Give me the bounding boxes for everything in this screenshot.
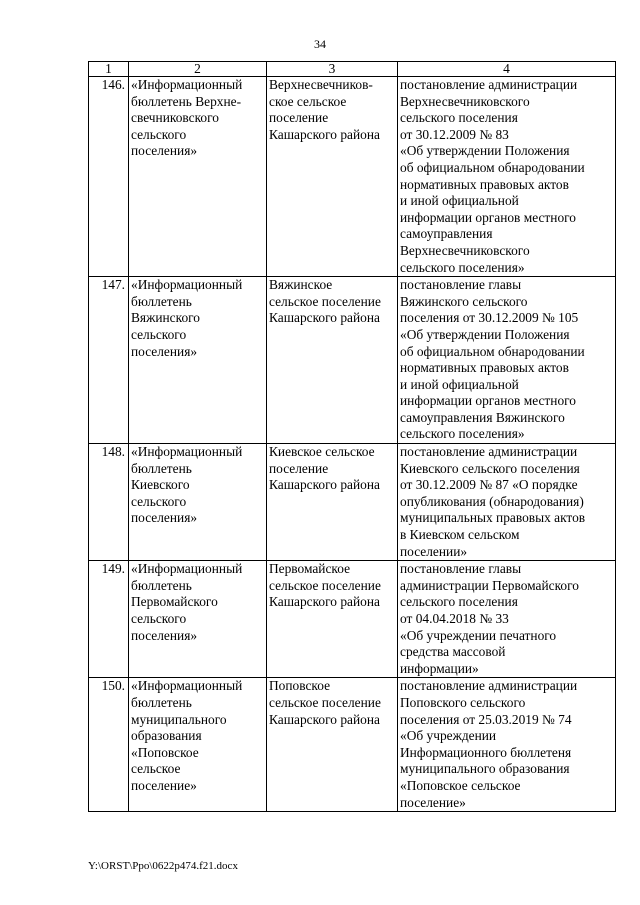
cell-text-line: самоуправления (400, 226, 493, 242)
row-number-cell: 149. (89, 561, 129, 678)
cell-text-line: Кашарского района (269, 310, 380, 326)
cell-text-line: бюллетень (131, 694, 192, 710)
table-row (89, 678, 616, 812)
cell-text-line: поселения» (131, 510, 198, 526)
cell-text-line: об официальном обнародовании (400, 343, 585, 359)
cell-text-line: поселении» (400, 543, 468, 559)
cell-text-line: поселения» (131, 343, 198, 359)
cell-text-line: опубликования (обнародования) (400, 493, 584, 509)
page-number: 34 (314, 37, 326, 51)
publication-name-cell (129, 77, 267, 277)
cell-text-line: сельского (131, 126, 187, 142)
cell-text-line: Верхнесвечников- (269, 77, 373, 92)
header-cell-3: 3 (267, 62, 398, 77)
header-cell-4: 4 (398, 62, 616, 77)
cell-text-line: «Об утверждении Положения (400, 326, 570, 342)
cell-text-line: свечниковского (131, 110, 219, 126)
cell-text-line: поселение» (400, 794, 466, 810)
cell-text-line: Поповское (269, 678, 331, 694)
cell-text-line: Киевское сельское (269, 444, 375, 460)
cell-text-line: Вяжинского (131, 310, 200, 326)
cell-text-line: муниципального образования (400, 761, 570, 777)
cell-text-line: Первомайского (131, 594, 218, 610)
cell-text-line: постановление администрации (400, 77, 578, 92)
cell-text-line: сельское поселение (269, 694, 381, 710)
cell-text-line: «Об учреждении (400, 728, 497, 744)
cell-text-line: Верхнесвечниковского (400, 93, 530, 109)
cell-text-line: постановление администрации (400, 678, 578, 694)
cell-text-line: поселения от 30.12.2009 № 105 (400, 310, 579, 326)
cell-text-line: Вяжинского сельского (400, 293, 528, 309)
cell-text-line: в Киевском сельском (400, 527, 520, 543)
cell-text-line: сельское поселение (269, 577, 381, 593)
cell-text-line: постановление главы (400, 561, 522, 577)
cell-text-line: бюллетень (131, 460, 192, 476)
cell-text-line: Информационного бюллетеня (400, 744, 572, 760)
cell-text-line: образования (131, 728, 202, 744)
cell-text-line: бюллетень Верхне- (131, 93, 242, 109)
cell-text-line: администрации Первомайского (400, 577, 579, 593)
cell-text-line: сельское (131, 761, 181, 777)
cell-text-line: от 30.12.2009 № 87 «О порядке (400, 477, 578, 493)
cell-text-line: самоуправления Вяжинского (400, 409, 565, 425)
cell-text-line: Кашарского района (269, 594, 380, 610)
publication-name-cell (129, 444, 267, 561)
cell-text-line: постановление главы (400, 277, 522, 293)
table-row (89, 277, 616, 444)
cell-text-line: «Информационный (131, 444, 243, 460)
table-row (89, 444, 616, 561)
cell-text-line: от 04.04.2018 № 33 (400, 611, 509, 626)
cell-text-line: «Об учреждении печатного (400, 627, 557, 643)
table-body (89, 77, 616, 812)
cell-text-line: Киевского (131, 477, 190, 493)
cell-text-line: поселения» (131, 143, 198, 159)
cell-text-line: информации» (400, 660, 479, 676)
cell-text-line: поселение (269, 460, 329, 476)
cell-text-line: «Информационный (131, 277, 243, 293)
row-number-cell: 150. (89, 678, 129, 812)
table-row (89, 77, 616, 277)
settlement-cell (267, 277, 398, 444)
cell-text-line: Кашарского района (269, 477, 380, 493)
cell-text-line: Киевского сельского поселения (400, 460, 580, 476)
cell-text-line: Вяжинское (269, 277, 333, 293)
cell-text-line: сельского поселения» (400, 426, 525, 442)
legal-act-cell (398, 277, 616, 444)
cell-text-line: и иной официальной (400, 376, 519, 392)
cell-text-line: от 30.12.2009 № 83 (400, 126, 509, 142)
cell-text-line: сельское поселение (269, 293, 381, 309)
legal-act-cell (398, 77, 616, 277)
cell-text-line: сельского поселения (400, 110, 518, 126)
legal-act-cell (398, 444, 616, 561)
legal-act-cell (398, 678, 616, 812)
settlement-cell (267, 77, 398, 277)
cell-text-line: Верхнесвечниковского (400, 242, 530, 258)
cell-text-line: бюллетень (131, 293, 192, 309)
cell-text-line: сельского (131, 493, 187, 509)
file-path-footer: Y:\ORST\Ppo\0622p474.f21.docx (88, 860, 238, 872)
settlement-cell (267, 444, 398, 561)
registry-table (88, 61, 616, 812)
cell-text-line: Кашарского района (269, 126, 380, 142)
cell-text-line: «Информационный (131, 561, 243, 577)
cell-text-line: «Информационный (131, 678, 243, 694)
cell-text-line: постановление администрации (400, 444, 578, 460)
header-cell-2: 2 (129, 62, 267, 77)
cell-text-line: «Об утверждении Положения (400, 143, 570, 159)
publication-name-cell (129, 277, 267, 444)
cell-text-line: поселения от 25.03.2019 № 74 (400, 711, 572, 727)
header-row (89, 62, 616, 77)
row-number-cell: 148. (89, 444, 129, 561)
cell-text-line: поселение (269, 110, 329, 126)
cell-text-line: «Информационный (131, 77, 243, 92)
cell-text-line: Первомайское (269, 561, 351, 577)
cell-text-line: нормативных правовых актов (400, 360, 569, 376)
legal-act-cell (398, 561, 616, 678)
cell-text-line: поселение» (131, 777, 197, 793)
cell-text-line: сельского (131, 326, 187, 342)
table-row (89, 561, 616, 678)
cell-text-line: и иной официальной (400, 193, 519, 209)
header-cell-1: 1 (89, 62, 129, 77)
settlement-cell (267, 561, 398, 678)
settlement-cell (267, 678, 398, 812)
cell-text-line: Кашарского района (269, 711, 380, 727)
cell-text-line: об официальном обнародовании (400, 159, 585, 175)
row-number-cell: 147. (89, 277, 129, 444)
cell-text-line: информации органов местного (400, 209, 576, 225)
cell-text-line: информации органов местного (400, 393, 576, 409)
cell-text-line: муниципальных правовых актов (400, 510, 586, 526)
cell-text-line: нормативных правовых актов (400, 176, 569, 192)
cell-text-line: муниципального (131, 711, 227, 727)
cell-text-line: ское сельское (269, 93, 347, 109)
cell-text-line: «Поповское сельское (400, 777, 521, 793)
cell-text-line: бюллетень (131, 577, 192, 593)
publication-name-cell (129, 561, 267, 678)
cell-text-line: «Поповское (131, 744, 199, 760)
cell-text-line: сельского (131, 611, 187, 626)
cell-text-line: сельского поселения (400, 594, 518, 610)
cell-text-line: сельского поселения» (400, 259, 525, 275)
row-number-cell: 146. (89, 77, 129, 277)
cell-text-line: Поповского сельского (400, 694, 526, 710)
cell-text-line: средства массовой (400, 644, 506, 660)
publication-name-cell (129, 678, 267, 812)
cell-text-line: поселения» (131, 627, 198, 643)
